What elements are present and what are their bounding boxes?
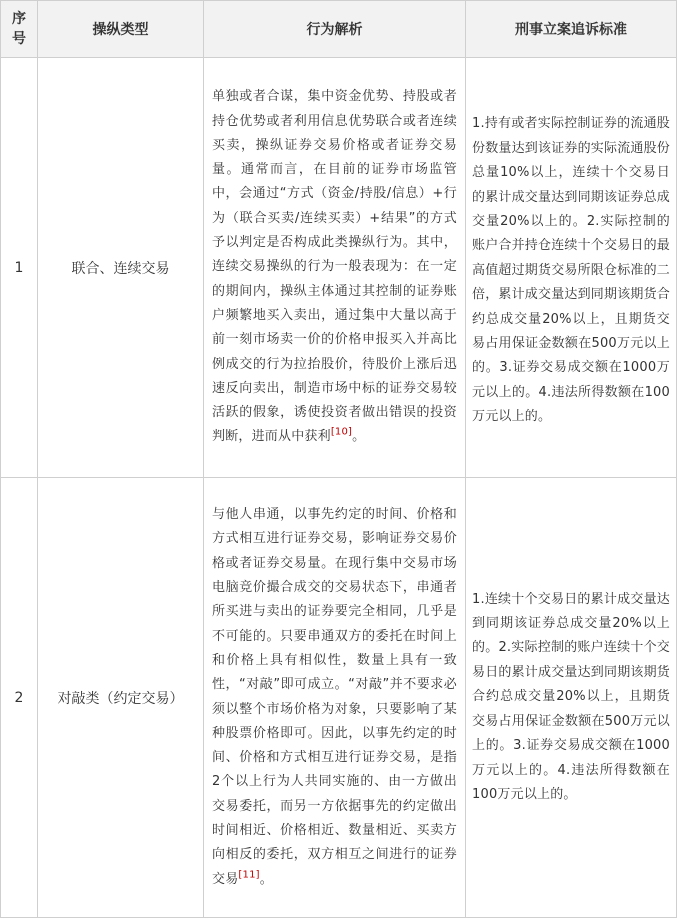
criteria-text: 1.持有或者实际控制证券的流通股份数量达到该证券的实际流通股份总量10%以上，连续十个交易日的累计成交量达到同期该证券总成交量20%以上的。2.实际控制的账户合并持仓连续十个交易日的最高值超过期货交易所限仓标准的二倍，累计成交量达到同期该期货合约总成交量20%以上，且期货交易占用保证金数额在500万元以上的。3.证券交易成交额在1000万元以上的。4.违法所得数额在100万元以上的。 [472,116,671,425]
row-index: 1 [1,58,38,478]
row-type: 对敲类（约定交易） [38,478,204,918]
row-index: 2 [1,478,38,918]
row-analysis [204,478,466,918]
table-row [1,478,677,918]
citation-link[interactable]: [11] [238,869,260,881]
criteria-text: 1.连续十个交易日的累计成交量达到同期该证券总成交量20%以上的。2.实际控制的账户连续十个交易日的累计成交量达到同期该期货合约总成交量20%以上，且期货交易占用保证金数额在500万元以上的。3.证券交易成交额在1000万元以上的。4.违法所得数额在100万元以上的。 [472,591,671,802]
table-row [1,58,677,478]
header-criteria: 刑事立案追诉标准 [466,1,677,58]
row-analysis [204,58,466,478]
header-analysis: 行为解析 [204,1,466,58]
header-index-label: 序号 [12,11,26,47]
citation-link[interactable]: [10] [330,427,353,439]
row-type: 联合、连续交易 [38,58,204,478]
header-type: 操纵类型 [38,1,204,58]
analysis-text [204,85,465,449]
row-criteria [466,58,677,478]
analysis-body: 与他人串通，以事先约定的时间、价格和方式相互进行证券交易，影响证券交易价格或者证券交易量。在现行集中交易市场电脑竞价撮合成交的交易状态下，串通者所买进与卖出的证券要完全相同，几乎是不可能的。只要串通双方的委托在时间上和价格上具有相似性，数量上具有一致性，“对敲”即可成立。“对敲”并不要求必须以整个市场价格为对象，只要影响了某种股票价格即可。因此，以事先约定的时间、价格和方式相互进行证券交易，是指2个以上行为人共同实施的、由一方做出交易委托，而另一方依据事先的约定做出时间相近、价格相近、数量相近、买卖方向相反的委托，双方相互之间进行的证券交易 [212,507,457,887]
analysis-text [204,503,465,892]
analysis-body: 单独或者合谋，集中资金优势、持股或者持仓优势或者利用信息优势联合或者连续买卖，操纵证券交易价格或者证券交易量。通常而言，在目前的证券市场监管中，会通过“方式（资金/持股/信息）+行为（联合买卖/连续买卖）+结果”的方式予以判定是否构成此类操纵行为。其中，连续交易操纵的行为一般表现为：在一定的期间内，操纵主体通过其控制的证券账户频繁地买入卖出，通过集中大量以高于前一刻市场卖一价的价格申报买入并高比例成交的行为拉抬股价，待股价上涨后迅速反向卖出，制造市场中标的证券交易较活跃的假象，诱使投资者做出错误的投资判断，进而从中获利 [212,89,457,445]
analysis-end: 。 [352,429,366,445]
analysis-end: 。 [259,871,273,887]
header-row [1,1,677,58]
row-criteria [466,478,677,918]
header-index [1,1,38,58]
